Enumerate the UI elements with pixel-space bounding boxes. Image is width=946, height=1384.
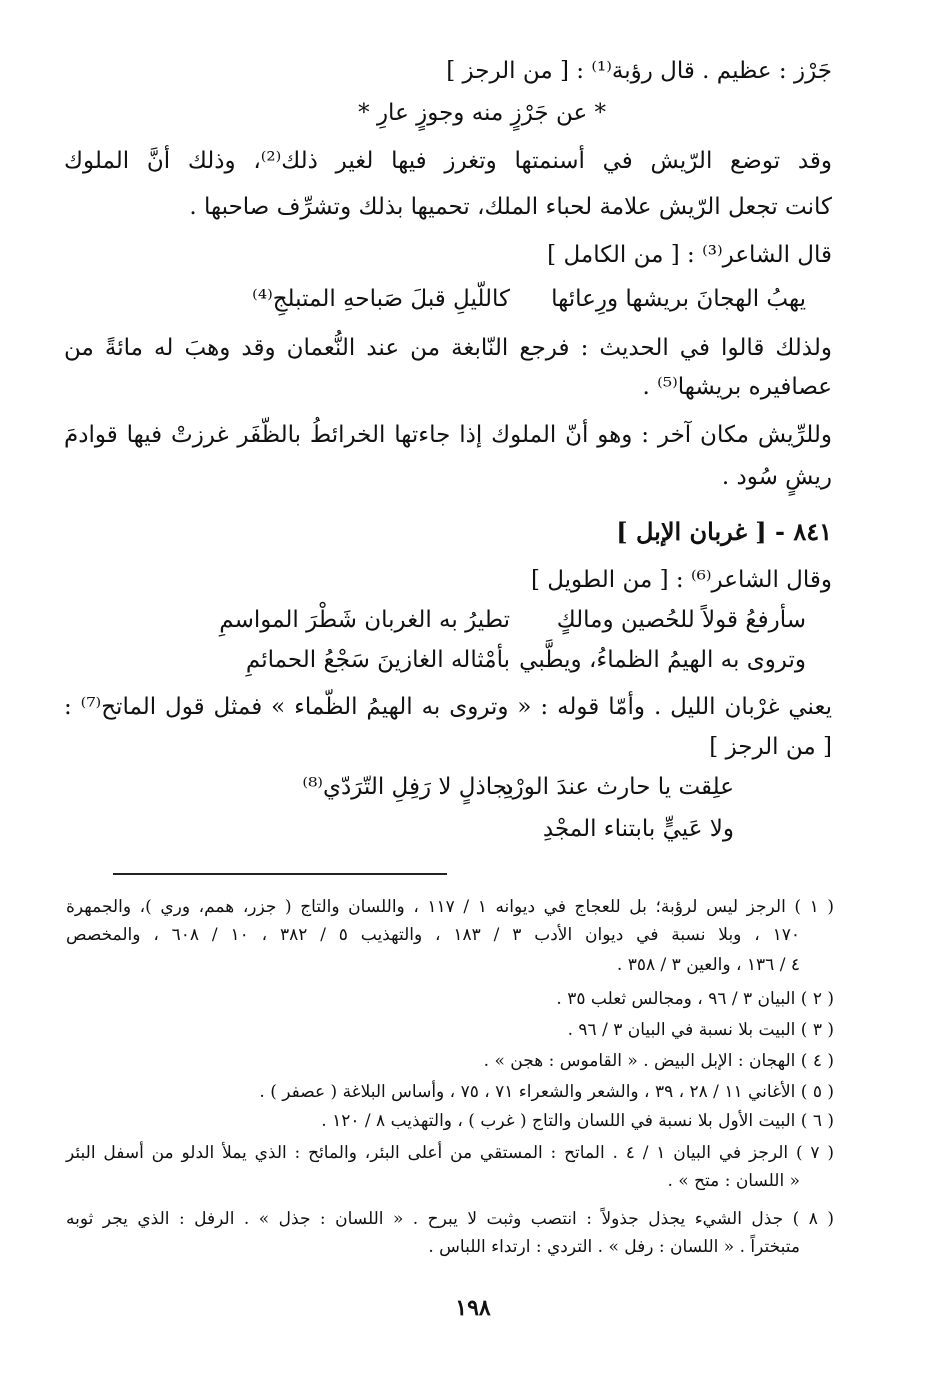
text-line-6: ولذلك قالوا في الحديث : فرجع النّابغة من عند النُّعمان وقد وهبَ له مائةً من	[64, 335, 832, 361]
footnote-4: ( ٤ ) الهجان : الإبل البيض . « القاموس : هجن » .	[483, 1051, 834, 1071]
verse-2-second: تطيرُ به الغربان شَطْرَ المواسمِ	[219, 607, 510, 633]
text-line-1: جَرْز : عظيم . قال رؤبة⁽¹⁾ : [ من الرجز ]	[446, 58, 832, 84]
text-line-3: وقد توضع الرّيش في أسنمتها وتغرز فيها لغير ذلك⁽²⁾، وذلك أنَّ الملوك	[64, 148, 832, 174]
verse-1-second: كاللّيلِ قبلَ صَباحهِ المتبلجِ⁽⁴⁾	[252, 286, 510, 312]
footnote-7-line-1: ( ٧ ) الرجز في البيان ١ / ٤ . الماتح : المستقي من أعلى البئر، والمائح : الذي يملأ الدلو من أسفل البئر	[66, 1143, 834, 1163]
text-line-12: [ من الرجز ]	[709, 734, 832, 760]
footnote-8-line-1: ( ٨ ) جذل الشيء يجذل جذولاً : انتصب وثبت لا يبرح . « اللسان : جذل » . الرفل : الذي يجر ثوبه	[66, 1209, 834, 1229]
verse-4-second: بجاذلٍ لا رَفِلِ التّرَدّي⁽⁸⁾	[302, 774, 514, 800]
footnote-5: ( ٥ ) الأغاني ١١ / ٢٨ ، ٣٩ ، والشعر والشعراء ٧١ ، ٧٥ ، وأساس البلاغة ( عصفر ) .	[259, 1082, 834, 1102]
verse-line-rajaz: * عن جَرْزٍ منه وجوزٍ عارِ *	[358, 100, 606, 126]
text-line-11: يعني غرْبان الليل . وأمّا قوله : « وتروى به الهيمُ الظّماء » فمثل قول الماتح⁽⁷⁾ :	[64, 694, 832, 720]
verse-5-first: ولا عَييٍّ بابتناء المجْدِ	[542, 816, 734, 842]
verse-2-first: سأرفعُ قولاً للحُصين ومالكٍ	[556, 607, 806, 633]
verse-3-second: بأمْثاله الغازينَ سَجْعُ الحمائمِ	[245, 647, 510, 673]
verse-1-first: يهبُ الهجانَ بريشها ورِعائها	[551, 286, 806, 312]
footnote-7-line-2: « اللسان : متح » .	[667, 1171, 800, 1191]
text-line-5: قال الشاعر⁽³⁾ : [ من الكامل ]	[547, 242, 832, 268]
footnote-3: ( ٣ ) البيت بلا نسبة في البيان ٣ / ٩٦ .	[567, 1020, 834, 1040]
section-heading: ٨٤١ - [ غربان الإبل ]	[616, 517, 832, 546]
footnote-separator	[113, 873, 447, 875]
text-line-4: كانت تجعل الرّيش علامة لحباء الملك، تحميها بذلك وتشرِّف صاحبها .	[189, 194, 832, 220]
footnote-2: ( ٢ ) البيان ٣ / ٩٦ ، ومجالس ثعلب ٣٥ .	[556, 989, 834, 1009]
text-line-10: وقال الشاعر⁽⁶⁾ : [ من الطويل ]	[530, 567, 832, 593]
text-line-7: عصافيره بريشها⁽⁵⁾ .	[642, 374, 832, 400]
footnote-6: ( ٦ ) البيت الأول بلا نسبة في اللسان والتاج ( غرب ) ، والتهذيب ٨ / ١٢٠ .	[321, 1111, 834, 1131]
verse-4-first: علِقت يا حارث عندَ الورْدِ	[502, 774, 734, 800]
footnote-1-line-2: ١٧٠ ، وبلا نسبة في ديوان الأدب ٣ / ١٨٣ ، والتهذيب ٥ / ٣٨٢ ، ١٠ / ٦٠٨ ، والمخصص	[66, 925, 800, 945]
page-number: ١٩٨	[455, 1295, 491, 1321]
text-line-9: ريشٍ سُود .	[721, 464, 832, 490]
text-line-8: وللرِّيش مكان آخر : وهو أنّ الملوك إذا جاءتها الخرائطُ بالظّفَر غرزتْ فيها قوادمَ	[64, 422, 832, 448]
verse-3-first: وتروى به الهيمُ الظماءُ، ويطَّبي	[519, 647, 806, 673]
footnote-1-line-3: ٤ / ١٣٦ ، والعين ٣ / ٣٥٨ .	[616, 955, 800, 975]
footnote-1-line-1: ( ١ ) الرجز ليس لرؤبة؛ بل للعجاج في ديوانه ١ / ١١٧ ، واللسان والتاج ( جزر، همم، وري )، والجمهرة	[66, 897, 834, 917]
footnote-8-line-2: متبختراً . « اللسان : رفل » . التردي : ارتداء اللباس .	[428, 1237, 800, 1257]
